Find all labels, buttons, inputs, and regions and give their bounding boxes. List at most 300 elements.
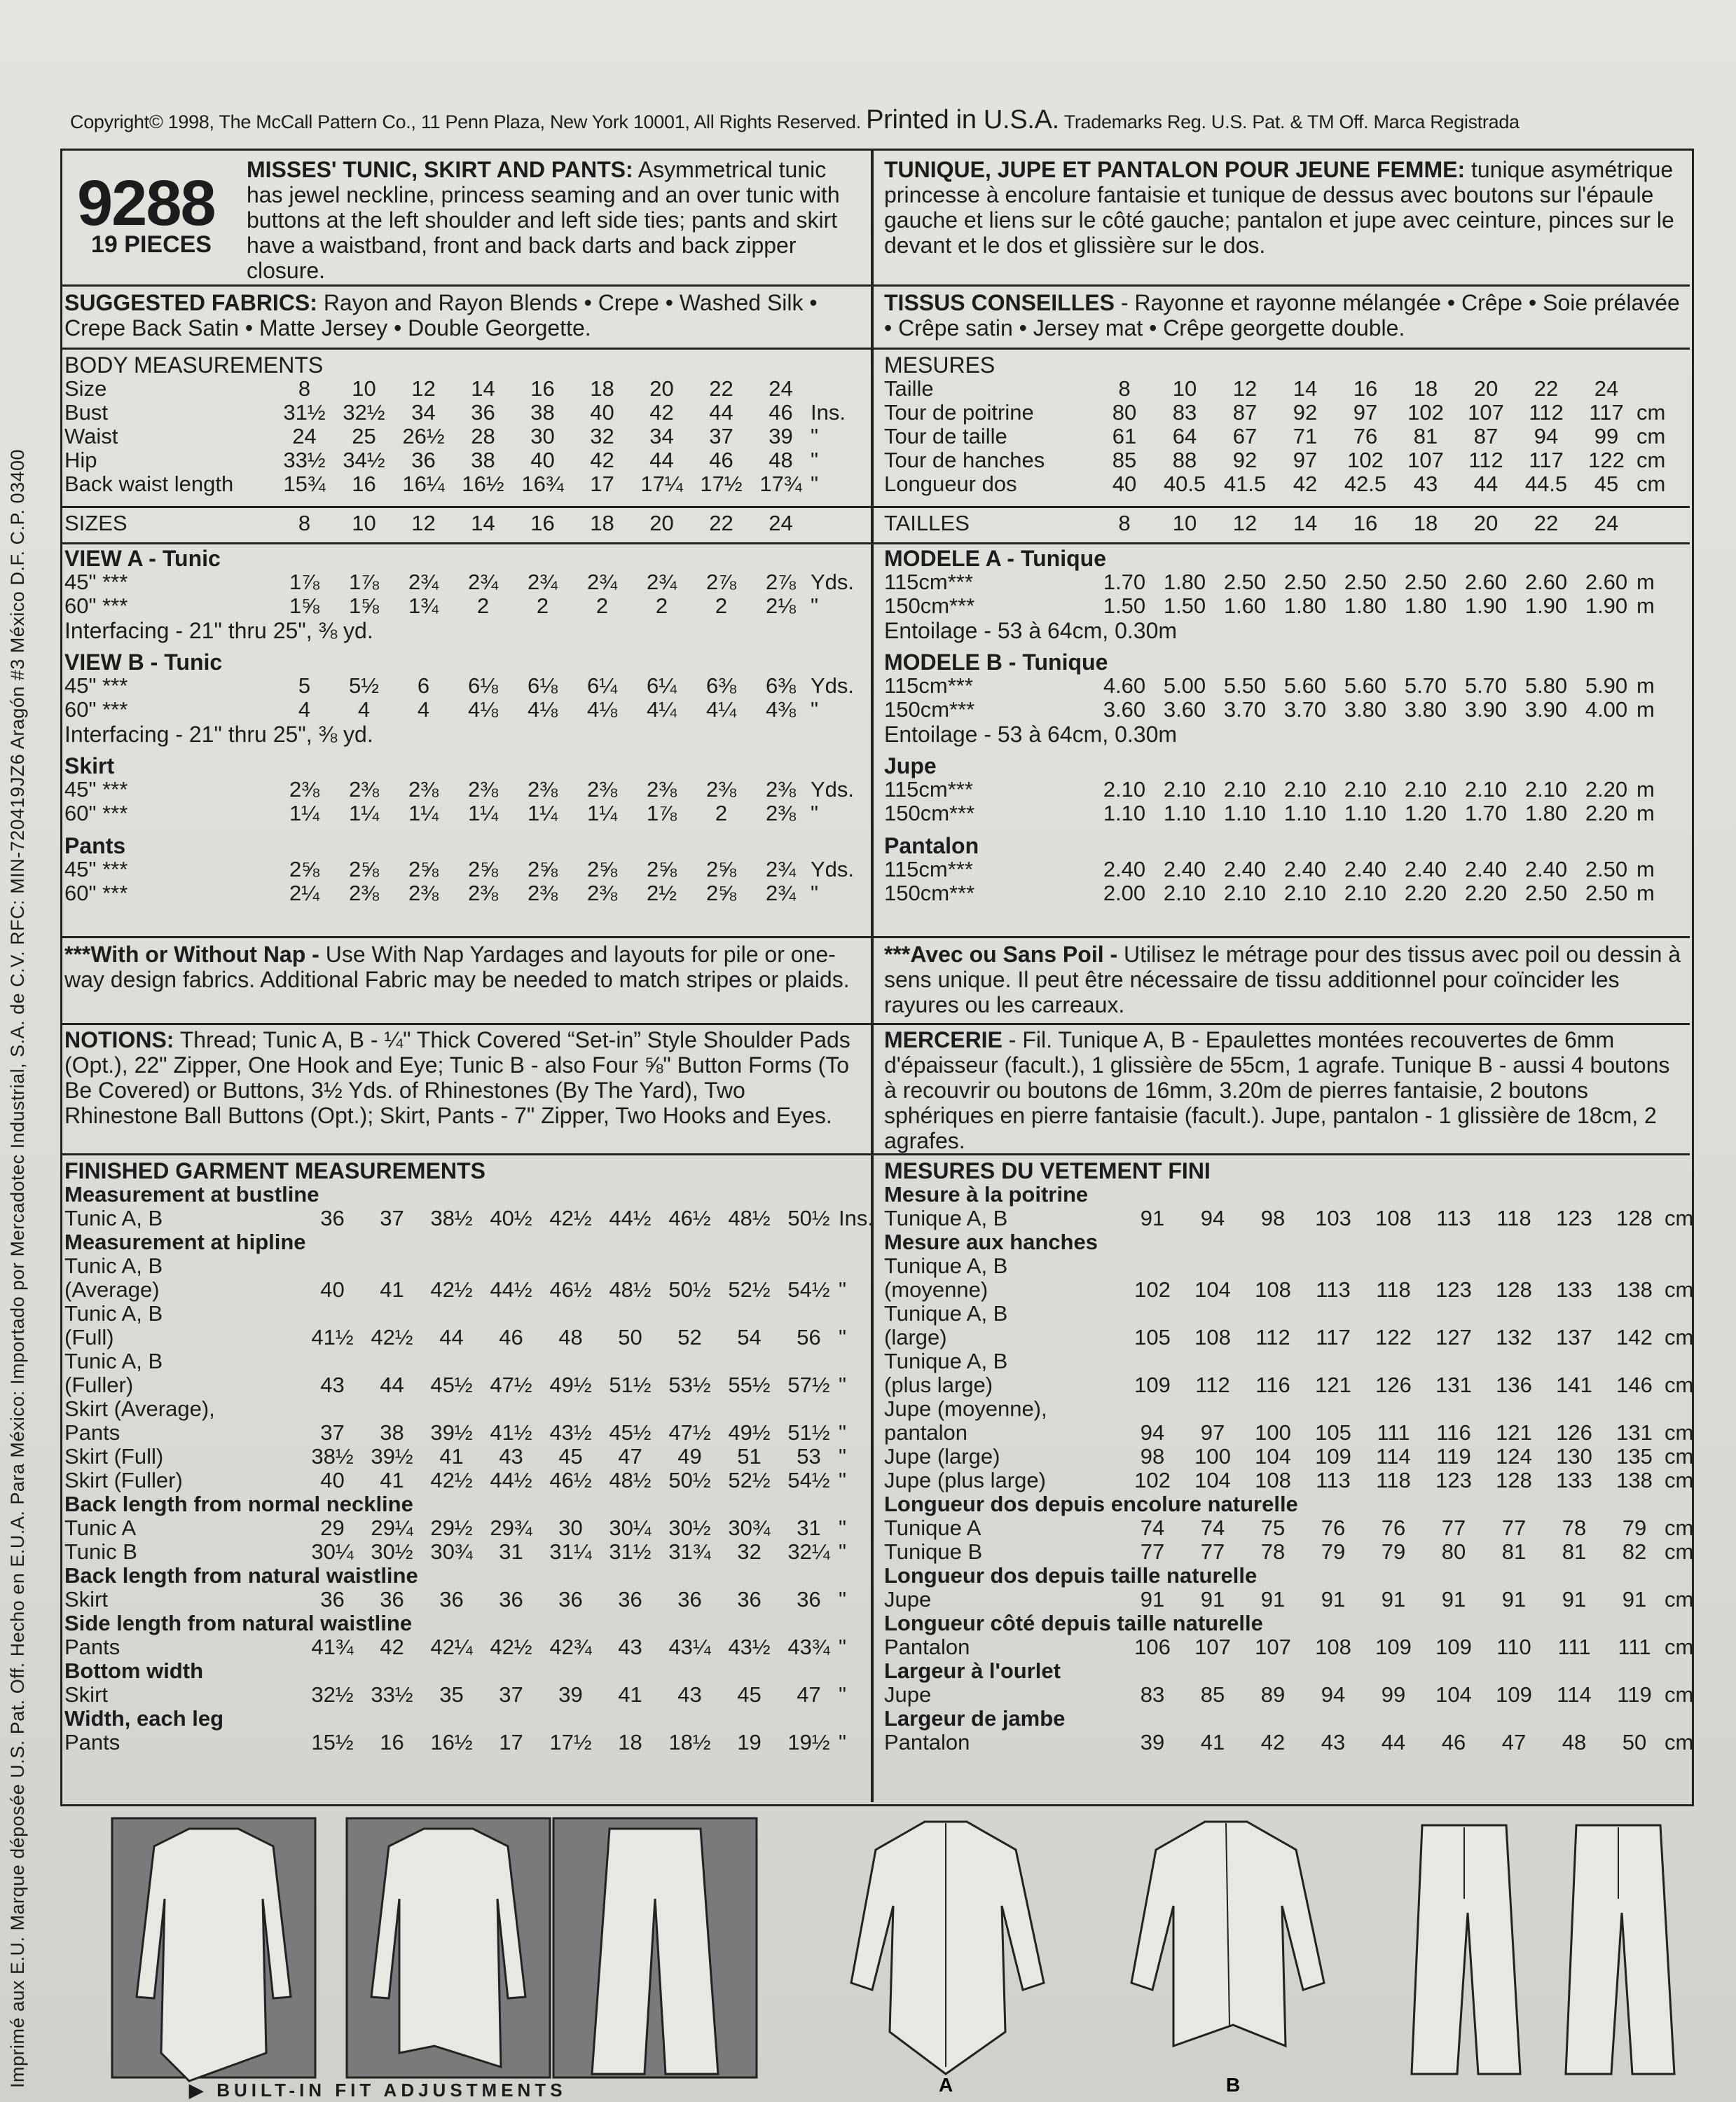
value-cell: 67	[1232, 424, 1258, 448]
row-label: 45" ***	[64, 857, 128, 881]
value-cell: 38	[380, 1420, 404, 1445]
value-cell: 46	[709, 448, 733, 472]
value-cell: 2	[655, 593, 668, 618]
row-values	[275, 401, 811, 425]
value-cell: 44½	[490, 1468, 532, 1492]
value-cell: 43	[320, 1373, 345, 1397]
row-label: Skirt (Fuller)	[64, 1468, 183, 1492]
value-cell: 10	[1172, 376, 1197, 401]
value-cell: 103	[1315, 1206, 1351, 1230]
row-unit: Yds.	[811, 570, 855, 594]
value-cell: 36	[677, 1587, 702, 1612]
value-cell: 2⅜	[765, 801, 797, 825]
value-cell: 2¾	[467, 570, 499, 594]
row-label: Jupe	[884, 1682, 932, 1707]
yardage-title: VIEW A - Tunic	[64, 546, 221, 571]
value-cell: 94	[1140, 1420, 1165, 1445]
divider-4	[60, 542, 1690, 544]
value-cell: 126	[1556, 1420, 1592, 1445]
measure-row	[884, 698, 1687, 722]
value-cell: 2⅜	[467, 777, 499, 802]
measure-row	[64, 448, 863, 472]
value-cell: 25	[352, 424, 376, 448]
value-cell: 2.00	[1103, 881, 1146, 905]
value-cell: 1.50	[1103, 593, 1146, 618]
row-values	[303, 1683, 839, 1707]
value-cell: 76	[1321, 1516, 1346, 1540]
value-cell: 99	[1594, 424, 1619, 448]
finished-row	[64, 1302, 863, 1326]
row-label: Tunique A, B	[884, 1349, 1008, 1373]
value-cell: 45	[737, 1682, 762, 1707]
divider-7	[60, 1153, 1690, 1155]
value-cell: 136	[1496, 1373, 1532, 1397]
row-label: Back waist length	[64, 472, 234, 496]
value-cell: 52	[677, 1325, 702, 1349]
value-cell: 4	[357, 697, 371, 722]
value-cell: 42½	[549, 1206, 592, 1230]
value-cell: 54	[737, 1325, 762, 1349]
value-cell: 2.10	[1524, 777, 1568, 802]
row-label: 150cm***	[884, 697, 975, 722]
value-cell: 102	[1134, 1468, 1171, 1492]
row-label: (Full)	[64, 1325, 114, 1349]
finished-row	[884, 1277, 1694, 1302]
value-cell: 41	[618, 1682, 642, 1707]
row-unit: "	[811, 448, 819, 472]
row-values	[275, 377, 811, 401]
row-unit: cm	[1637, 472, 1666, 496]
value-cell: 118	[1376, 1277, 1411, 1302]
row-values	[275, 881, 811, 905]
value-cell: 2.10	[1223, 881, 1267, 905]
finished-subtitle: Measurement at bustline	[64, 1182, 319, 1207]
value-cell: 3.70	[1223, 697, 1267, 722]
tunic-a-back-drawing	[851, 1822, 1044, 2074]
value-cell: 2.20	[1404, 881, 1447, 905]
finished-subtitle: Largeur à l'ourlet	[884, 1658, 1061, 1683]
value-cell: 6⅜	[765, 673, 797, 698]
value-cell: 2⅜	[408, 881, 439, 905]
row-label: (moyenne)	[884, 1277, 988, 1302]
en-sizes-row	[64, 511, 863, 535]
value-cell: 30	[530, 424, 555, 448]
value-cell: 2.50	[1344, 570, 1387, 594]
measure-row	[64, 858, 863, 881]
row-label: Pantalon	[884, 1635, 970, 1659]
value-cell: 2⅝	[348, 857, 380, 881]
value-cell: 17	[590, 472, 614, 496]
row-values	[1122, 1207, 1665, 1230]
finished-row	[64, 1349, 863, 1373]
value-cell: 48	[558, 1325, 583, 1349]
row-unit: "	[811, 881, 819, 905]
interfacing-note: Entoilage - 53 à 64cm, 0.30m	[884, 618, 1178, 643]
value-cell: 108	[1194, 1325, 1231, 1349]
value-cell: 112	[1529, 400, 1564, 425]
en-fabrics-text: Rayon and Rayon Blends • Crepe • Washed Silk • Crepe Back Satin • Matte Jersey • Double Georgette.	[64, 290, 818, 341]
value-cell: 91	[1321, 1587, 1346, 1612]
value-cell: 29¼	[371, 1516, 413, 1540]
measure-row	[64, 472, 863, 496]
value-cell: 32½	[343, 400, 385, 425]
value-cell: 32½	[311, 1682, 354, 1707]
value-cell: 107	[1407, 448, 1444, 472]
value-cell: 2⅜	[348, 777, 380, 802]
value-cell: 121	[1315, 1373, 1351, 1397]
bottom-strip-text: BUILT-IN FIT ADJUSTMENTS	[216, 2080, 567, 2101]
value-cell: 40.5	[1163, 472, 1206, 496]
value-cell: 97	[1293, 448, 1318, 472]
value-cell: 5.60	[1344, 673, 1387, 698]
row-label: Skirt (Average),	[64, 1396, 215, 1421]
value-cell: 38	[471, 448, 495, 472]
value-cell: 123	[1435, 1277, 1472, 1302]
row-label: Tunic A, B	[64, 1253, 163, 1278]
value-cell: 2.10	[1344, 881, 1387, 905]
fr-sizes-row	[884, 511, 1687, 535]
piece-count: 19 PIECES	[91, 231, 212, 258]
interfacing-note: Entoilage - 53 à 64cm, 0.30m	[884, 722, 1178, 747]
row-unit: cm	[1665, 1539, 1694, 1564]
value-cell: 50	[618, 1325, 642, 1349]
row-values	[303, 1326, 839, 1349]
value-cell: 8	[298, 511, 311, 535]
fr-fabrics-label: TISSUS CONSEILLES	[884, 290, 1115, 315]
value-cell: 1⅞	[646, 801, 677, 825]
value-cell: 106	[1134, 1635, 1171, 1659]
row-values	[1094, 401, 1637, 425]
finished-row	[64, 1254, 863, 1278]
finished-subtitle: Bottom width	[64, 1658, 204, 1683]
value-cell: 30	[558, 1516, 583, 1540]
value-cell: 29	[320, 1516, 345, 1540]
value-cell: 2.50	[1585, 881, 1628, 905]
row-label: (Fuller)	[64, 1373, 134, 1397]
value-cell: 2.60	[1464, 570, 1508, 594]
value-cell: 76	[1381, 1516, 1406, 1540]
row-label: 150cm***	[884, 593, 975, 618]
value-cell: 37	[320, 1420, 345, 1445]
yardage-title: Skirt	[64, 753, 115, 778]
fr-notions	[884, 1027, 1687, 1153]
value-cell: 48½	[609, 1468, 652, 1492]
row-label: Hip	[64, 448, 97, 472]
value-cell: 42	[649, 400, 674, 425]
value-cell: 98	[1140, 1444, 1165, 1469]
value-cell: 1¼	[348, 801, 380, 825]
row-label: Bust	[64, 400, 109, 425]
row-unit: cm	[1665, 1516, 1694, 1540]
row-unit: "	[839, 1516, 847, 1540]
value-cell: 41	[380, 1277, 404, 1302]
finished-row	[884, 1420, 1694, 1445]
value-cell: 87	[1473, 424, 1499, 448]
value-cell: 2.10	[1223, 777, 1267, 802]
measure-row	[64, 802, 863, 825]
value-cell: 2½	[646, 881, 677, 905]
value-cell: 105	[1315, 1420, 1351, 1445]
value-cell: 43¼	[668, 1635, 711, 1659]
value-cell: 10	[352, 511, 376, 535]
value-cell: 2.40	[1163, 857, 1206, 881]
value-cell: 31¼	[549, 1539, 592, 1564]
value-cell: 5.50	[1223, 673, 1267, 698]
row-values	[275, 511, 811, 535]
value-cell: 132	[1496, 1325, 1532, 1349]
row-values	[1094, 425, 1637, 448]
row-label: TAILLES	[884, 511, 970, 535]
value-cell: 2⅜	[527, 777, 558, 802]
value-cell: 46	[1441, 1730, 1466, 1754]
side-import-text: Imprimé aux E.U. Marque déposée U.S. Pat. Off. Hecho en E.U.A. Para México: Importado por Mercadotec Industrial, S.A. de C.V. RFC: MIN-720419JZ6 Aragón #3 México D.F. C.P. 03400	[7, 448, 28, 2088]
row-values	[1094, 377, 1637, 401]
value-cell: 43¾	[787, 1635, 830, 1659]
value-cell: 2⅜	[527, 881, 558, 905]
row-values	[1122, 1469, 1665, 1492]
value-cell: 51	[737, 1444, 762, 1469]
value-cell: 113	[1436, 1206, 1471, 1230]
value-cell: 48½	[609, 1277, 652, 1302]
value-cell: 29½	[430, 1516, 473, 1540]
yardage-title: Pants	[64, 833, 126, 858]
row-unit: "	[811, 593, 819, 618]
row-values	[275, 858, 811, 881]
value-cell: 17	[499, 1730, 523, 1754]
value-cell: 92	[1293, 400, 1318, 425]
value-cell: 119	[1436, 1444, 1471, 1469]
value-cell: 31	[499, 1539, 523, 1564]
value-cell: 39	[558, 1682, 583, 1707]
value-cell: 2⅝	[527, 857, 558, 881]
value-cell: 15¾	[283, 472, 326, 496]
value-cell: 31½	[283, 400, 326, 425]
value-cell: 6⅜	[705, 673, 737, 698]
value-cell: 16½	[462, 472, 504, 496]
value-cell: 34½	[343, 448, 385, 472]
value-cell: 2	[715, 801, 728, 825]
value-cell: 2⅝	[289, 857, 320, 881]
value-cell: 102	[1347, 448, 1384, 472]
value-cell: 4⅛	[527, 697, 558, 722]
measure-row	[64, 401, 863, 425]
value-cell: 24	[769, 511, 793, 535]
value-cell: 28	[471, 424, 495, 448]
value-cell: 117	[1589, 400, 1624, 425]
row-unit: cm	[1637, 448, 1666, 472]
value-cell: 2.20	[1585, 777, 1628, 802]
value-cell: 79	[1381, 1539, 1406, 1564]
finished-row	[64, 1373, 863, 1397]
value-cell: 42¾	[549, 1635, 592, 1659]
value-cell: 85	[1112, 448, 1137, 472]
row-values	[1094, 881, 1637, 905]
en-desc: Asymmetrical tunic has jewel neckline, princess seaming and an over tunic with buttons at the left shoulder and left side ties; pants and skirt have a waistband, front and back darts and back zipper closure.	[247, 157, 840, 283]
value-cell: 36	[320, 1206, 345, 1230]
value-cell: 91	[1381, 1587, 1406, 1612]
value-cell: 83	[1140, 1682, 1165, 1707]
value-cell: 2.60	[1524, 570, 1568, 594]
value-cell: 16¾	[521, 472, 564, 496]
value-cell: 3.80	[1344, 697, 1387, 722]
value-cell: 44½	[490, 1277, 532, 1302]
value-cell: 46	[499, 1325, 523, 1349]
value-cell: 1⅝	[348, 593, 380, 618]
value-cell: 1.90	[1585, 593, 1628, 618]
measure-row	[64, 881, 863, 905]
value-cell: 55½	[728, 1373, 771, 1397]
row-label: Tunique A, B	[884, 1253, 1008, 1278]
row-values	[1094, 472, 1637, 496]
value-cell: 32¼	[787, 1539, 830, 1564]
row-values	[275, 570, 811, 594]
value-cell: 44.5	[1524, 472, 1568, 496]
value-cell: 2.40	[1524, 857, 1568, 881]
value-cell: 107	[1255, 1635, 1291, 1659]
row-unit: "	[839, 1539, 847, 1564]
value-cell: 42	[380, 1635, 404, 1659]
value-cell: 36	[320, 1587, 345, 1612]
value-cell: 14	[1293, 511, 1318, 535]
finished-subtitle: Mesure aux hanches	[884, 1230, 1098, 1254]
row-label: Tunique A, B	[884, 1301, 1008, 1326]
value-cell: 41¾	[311, 1635, 354, 1659]
value-cell: 6⅛	[467, 673, 499, 698]
value-cell: 45½	[430, 1373, 473, 1397]
value-cell: 44½	[609, 1206, 652, 1230]
value-cell: 50½	[787, 1206, 830, 1230]
row-values	[1122, 1588, 1665, 1612]
row-label: Waist	[64, 424, 118, 448]
measure-row	[64, 377, 863, 401]
view-b-label: B	[1226, 2074, 1241, 2096]
value-cell: 82	[1622, 1539, 1647, 1564]
finished-subtitle: Largeur de jambe	[884, 1706, 1066, 1731]
row-values	[1122, 1635, 1665, 1659]
value-cell: 142	[1616, 1325, 1653, 1349]
value-cell: 109	[1315, 1444, 1351, 1469]
value-cell: 5.70	[1464, 673, 1508, 698]
value-cell: 20	[649, 376, 674, 401]
value-cell: 146	[1616, 1373, 1653, 1397]
row-unit: Ins.	[839, 1206, 874, 1230]
value-cell: 114	[1376, 1444, 1411, 1469]
value-cell: 104	[1194, 1277, 1231, 1302]
row-label: Skirt (Full)	[64, 1444, 164, 1469]
skirt-back-drawing	[1566, 1825, 1674, 2074]
pattern-number: 9288	[77, 167, 215, 239]
value-cell: 24	[1594, 376, 1619, 401]
value-cell: 36	[618, 1587, 642, 1612]
row-label: (large)	[884, 1325, 947, 1349]
measure-row	[884, 674, 1687, 698]
row-label: (plus large)	[884, 1373, 993, 1397]
row-label: 60" ***	[64, 801, 128, 825]
value-cell: 3.60	[1163, 697, 1206, 722]
value-cell: 91	[1140, 1206, 1165, 1230]
en-title: MISSES' TUNIC, SKIRT AND PANTS:	[247, 157, 633, 182]
value-cell: 1.90	[1464, 593, 1508, 618]
row-values	[1094, 778, 1637, 802]
value-cell: 1⅞	[289, 570, 320, 594]
value-cell: 2⅝	[705, 857, 737, 881]
copyright-line	[70, 105, 1520, 135]
value-cell: 2¾	[765, 857, 797, 881]
value-cell: 41½	[311, 1325, 354, 1349]
value-cell: 1.20	[1404, 801, 1447, 825]
value-cell: 30¾	[430, 1539, 473, 1564]
value-cell: 33½	[283, 448, 326, 472]
value-cell: 122	[1588, 448, 1625, 472]
value-cell: 42½	[430, 1468, 473, 1492]
value-cell: 54½	[787, 1468, 830, 1492]
row-label: Tour de taille	[884, 424, 1007, 448]
finished-row	[884, 1539, 1694, 1564]
value-cell: 1⅝	[289, 593, 320, 618]
value-cell: 128	[1616, 1206, 1653, 1230]
row-values	[1122, 1445, 1665, 1469]
row-unit: Ins.	[811, 400, 846, 425]
value-cell: 109	[1375, 1635, 1412, 1659]
value-cell: 97	[1353, 400, 1378, 425]
value-cell: 41	[1200, 1730, 1225, 1754]
value-cell: 2.50	[1223, 570, 1267, 594]
row-label: Longueur dos	[884, 472, 1017, 496]
finished-row	[64, 1445, 863, 1469]
measure-row	[884, 401, 1687, 425]
value-cell: 49½	[728, 1420, 771, 1445]
value-cell: 2.50	[1524, 881, 1568, 905]
measure-row	[884, 858, 1687, 881]
value-cell: 50½	[668, 1468, 711, 1492]
value-cell: 46½	[668, 1206, 711, 1230]
measure-row	[884, 377, 1687, 401]
value-cell: 99	[1381, 1682, 1406, 1707]
row-unit: "	[839, 1325, 847, 1349]
divider-3	[60, 506, 1690, 508]
value-cell: 38	[530, 400, 555, 425]
row-values	[1094, 674, 1637, 698]
value-cell: 43	[1321, 1730, 1346, 1754]
finished-subtitle: Longueur dos depuis encolure naturelle	[884, 1492, 1298, 1516]
value-cell: 19	[737, 1730, 762, 1754]
row-values	[1094, 802, 1637, 825]
value-cell: 94	[1534, 424, 1559, 448]
value-cell: 2.40	[1223, 857, 1267, 881]
value-cell: 45	[1594, 472, 1619, 496]
value-cell: 141	[1556, 1373, 1592, 1397]
value-cell: 2⅜	[467, 881, 499, 905]
value-cell: 6	[417, 673, 430, 698]
value-cell: 2.40	[1344, 857, 1387, 881]
value-cell: 80	[1441, 1539, 1466, 1564]
finished-row	[64, 1635, 863, 1659]
row-unit: "	[839, 1730, 847, 1754]
row-unit: m	[1637, 881, 1655, 905]
value-cell: 42½	[430, 1277, 473, 1302]
value-cell: 10	[1172, 511, 1197, 535]
value-cell: 36	[439, 1587, 464, 1612]
value-cell: 46½	[549, 1468, 592, 1492]
en-fabrics	[64, 290, 863, 341]
value-cell: 114	[1557, 1682, 1592, 1707]
fr-desc: tunique asymétrique princesse à encolure fantaisie et tunique de dessus avec boutons sur l'épaule gauche et liens sur le côté gauche; pantalon et jupe avec ceinture, pinces sur le devant et le dos et glissière sur le dos.	[884, 157, 1674, 258]
value-cell: 18	[1413, 511, 1438, 535]
technical-drawings	[105, 1815, 1716, 2095]
row-label: Tunique A, B	[884, 1206, 1008, 1230]
row-values	[275, 425, 811, 448]
finished-row	[884, 1373, 1694, 1397]
